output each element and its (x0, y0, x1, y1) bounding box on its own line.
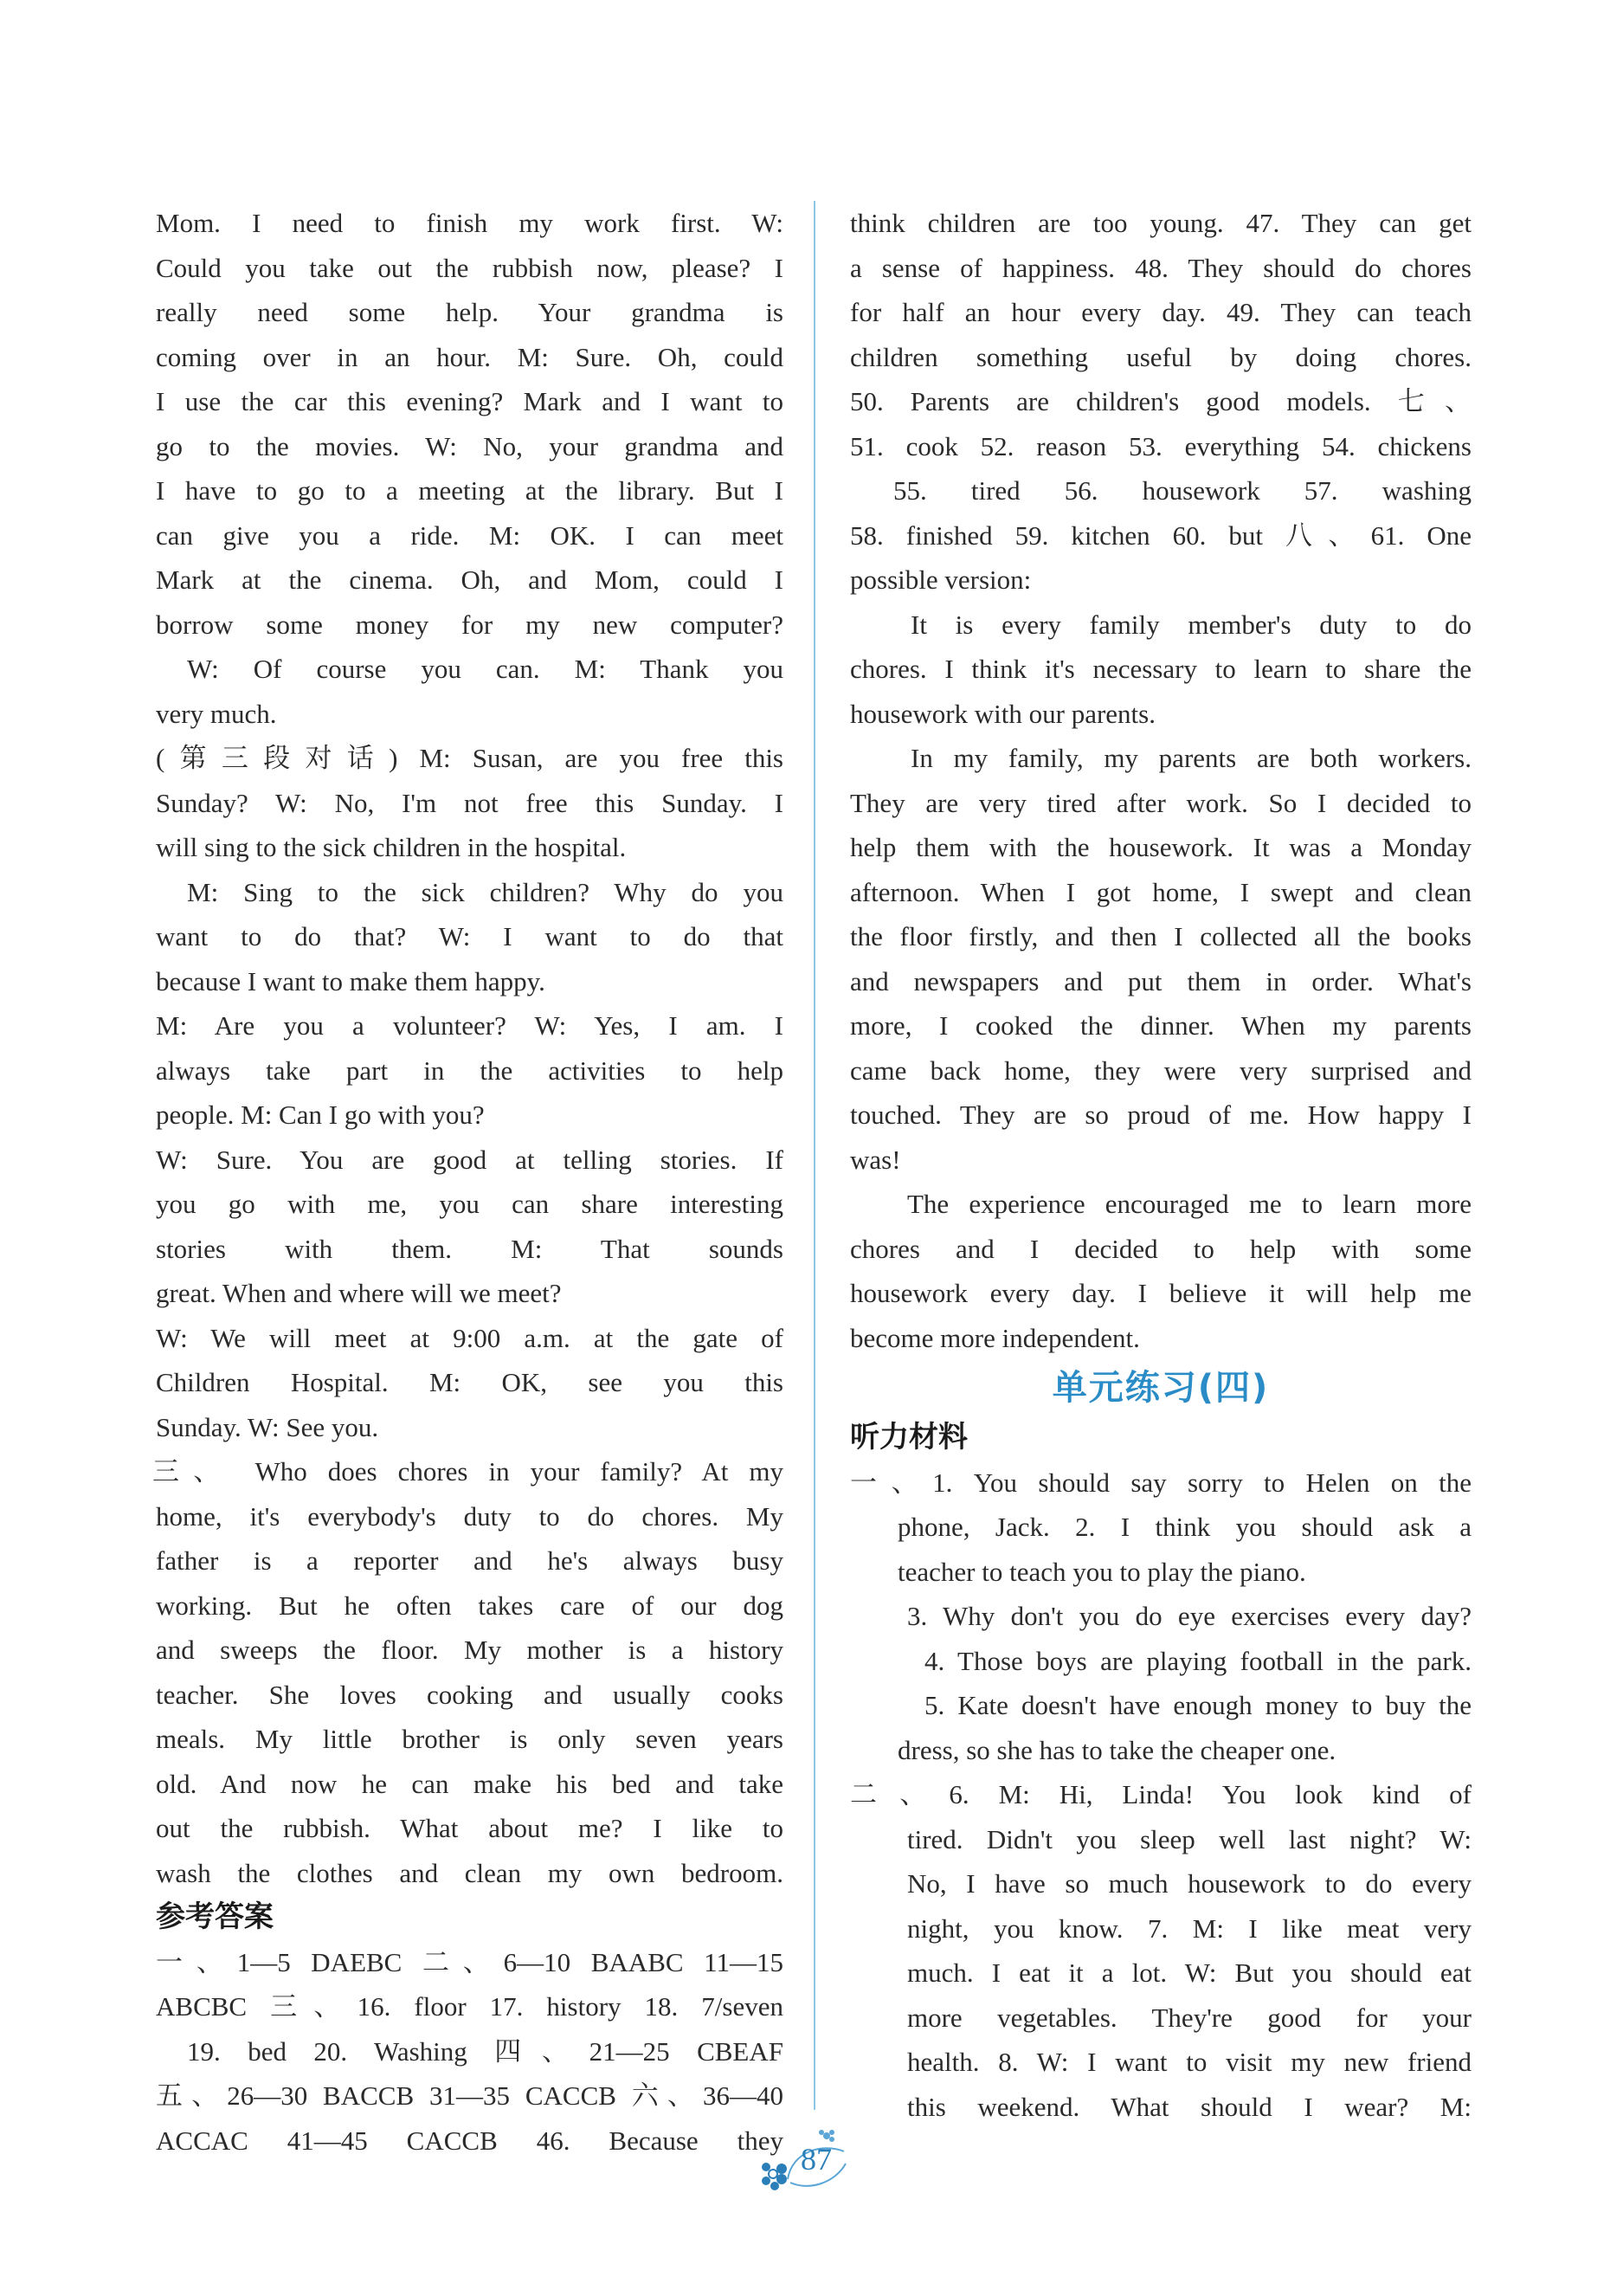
text-line: M: Are you a volunteer? W: Yes, I am. I (156, 1010, 783, 1041)
text-line: will sing to the sick children in the hospital. (156, 832, 627, 862)
text-line: coming over in an hour. M: Sure. Oh, could (156, 341, 783, 372)
text-line: 58. finished 59. kitchen 60. but 八、61. One (850, 519, 1472, 551)
text-line: 51. cook 52. reason 53. everything 54. chickens (850, 430, 1472, 461)
text-line: chores. I think it's necessary to learn to share the (850, 654, 1472, 684)
text-line: want to do that? W: I want to do that (156, 921, 783, 951)
answer-line: 五、26—30 BACCB 31—35 CACCB 六、36—40 (156, 2080, 783, 2111)
text-line: working. But he often takes care of our dog (156, 1590, 783, 1621)
text-line: because I want to make them happy. (156, 965, 545, 996)
text-line: They are very tired after work. So I decided to (850, 787, 1472, 818)
text-line: out the rubbish. What about me? I like to (156, 1813, 783, 1843)
text-line: more, I cooked the dinner. When my parents (850, 1010, 1472, 1041)
listening-line: 二、6. M: Hi, Linda! You look kind of (850, 1779, 1472, 1809)
text-line: great. When and where will we meet? (156, 1278, 562, 1308)
text-line: the floor firstly, and then I collected all the books (850, 921, 1472, 951)
text-line: wash the clothes and clean my own bedroom. (156, 1857, 783, 1888)
text-line: Could you take out the rubbish now, please? I (156, 252, 783, 283)
text-line: I have to go to a meeting at the library. But I (156, 475, 783, 506)
answer-line: ACCAC 41—45 CACCB 46. Because they (156, 2125, 783, 2156)
listening-line: tired. Didn't you sleep well last night? W: (907, 1823, 1472, 1854)
text-line: touched. They are so proud of me. How happy I (850, 1100, 1472, 1130)
text-line: chores and I decided to help with some (850, 1233, 1472, 1264)
page-number: 87 (801, 2142, 832, 2177)
listening-text (850, 1461, 1472, 2130)
text-line: can give you a ride. M: OK. I can meet (156, 519, 783, 551)
text-line: meals. My little brother is only seven years (156, 1724, 783, 1754)
text-line: always take part in the activities to help (156, 1054, 783, 1086)
listening-line: night, you know. 7. M: I like meat very (907, 1912, 1472, 1944)
text-line: W: We will meet at 9:00 a.m. at the gate of (156, 1322, 783, 1353)
text-line: Sunday? W: No, I'm not free this Sunday. I (156, 787, 783, 818)
text-line: help them with the housework. It was a Monday (850, 832, 1472, 862)
column-divider (814, 201, 815, 2110)
answer-line: 一、1—5 DAEBC 二、6—10 BAABC 11—15 (156, 1946, 783, 1977)
text-line: for half an hour every day. 49. They can teach (850, 297, 1472, 327)
listening-line: health. 8. W: I want to visit my new friend (907, 2047, 1472, 2077)
text-line: came back home, they were very surprised and (850, 1054, 1472, 1086)
text-line: Mark at the cinema. Oh, and Mom, could I (156, 564, 783, 595)
listening-heading: 听力材料 (850, 1420, 968, 1454)
answers-continued-text (850, 201, 1472, 1360)
listening-line: phone, Jack. 2. I think you should ask a (898, 1512, 1472, 1542)
page-number-badge (757, 2125, 853, 2195)
text-line: old. And now he can make his bed and take (156, 1768, 783, 1799)
text-line: teacher. She loves cooking and usually cooks (156, 1679, 783, 1710)
text-line: 三、 Who does chores in your family? At my (152, 1456, 783, 1487)
listening-line: 4. Those boys are playing football in the park. (924, 1645, 1472, 1676)
right-column (850, 201, 1472, 2129)
text-line: think children are too young. 47. They can get (850, 208, 1472, 238)
text-line: 55. tired 56. housework 57. washing (893, 475, 1472, 506)
unit-title: 单元练习(四) (1052, 1368, 1270, 1408)
text-line: father is a reporter and he's always busy (156, 1545, 783, 1576)
listening-line: much. I eat it a lot. W: But you should eat (907, 1957, 1472, 1988)
text-line: home, it's everybody's duty to do chores. My (156, 1500, 783, 1532)
text-line: Sunday. W: See you. (156, 1411, 379, 1442)
text-line: W: Sure. You are good at telling stories. If (156, 1144, 783, 1175)
text-line: borrow some money for my new computer? (156, 609, 783, 640)
answer-line: 19. bed 20. Washing 四、21—25 CBEAF (187, 2035, 783, 2067)
text-line: Children Hospital. M: OK, see you this (156, 1367, 783, 1397)
listening-line: this weekend. What should I wear? M: (907, 2091, 1472, 2122)
text-line: stories with them. M: That sounds (156, 1233, 783, 1264)
listening-line: 5. Kate doesn't have enough money to buy the (924, 1690, 1472, 1720)
text-line: W: Of course you can. M: Thank you (187, 654, 783, 684)
answer-line: ABCBC 三、16. floor 17. history 18. 7/seven (156, 1991, 783, 2022)
listening-line: more vegetables. They're good for your (907, 2002, 1472, 2033)
text-line: become more independent. (850, 1322, 1140, 1353)
text-line: possible version: (850, 564, 1032, 595)
text-line: you go with me, you can share interesting (156, 1189, 783, 1219)
text-line: (第三段对话) M: Susan, are you free this (156, 743, 783, 773)
text-line: children something useful by doing chores. (850, 341, 1472, 372)
text-line: The experience encouraged me to learn more (907, 1189, 1472, 1219)
text-line: Mom. I need to finish my work first. W: (156, 208, 783, 238)
text-line: housework with our parents. (850, 698, 1156, 729)
left-column (152, 201, 783, 2163)
text-line: very much. (156, 698, 277, 729)
text-line: go to the movies. W: No, your grandma and (156, 430, 783, 461)
text-line: was! (850, 1144, 901, 1175)
text-line: 50. Parents are children's good models. 七、 (850, 386, 1472, 416)
text-line: housework every day. I believe it will help me (850, 1278, 1472, 1308)
text-line: M: Sing to the sick children? Why do you (187, 876, 783, 907)
text-line: really need some help. Your grandma is (156, 297, 783, 327)
listening-line: No, I have so much housework to do every (907, 1868, 1472, 1899)
answers-text (156, 1940, 783, 2164)
listening-line: teacher to teach you to play the piano. (898, 1556, 1306, 1587)
text-line: I use the car this evening? Mark and I want to (156, 386, 783, 416)
dialogue-text (152, 201, 783, 1895)
text-line: In my family, my parents are both workers. (911, 743, 1472, 773)
text-line: people. M: Can I go with you? (156, 1100, 485, 1130)
text-line: It is every family member's duty to do (911, 609, 1472, 640)
text-line: afternoon. When I got home, I swept and clean (850, 876, 1472, 907)
listening-line: dress, so she has to take the cheaper one. (898, 1734, 1336, 1765)
text-line: and newspapers and put them in order. What's (850, 965, 1472, 996)
text-line: a sense of happiness. 48. They should do chores (850, 252, 1472, 283)
listening-line: 3. Why don't you do eye exercises every day? (907, 1601, 1472, 1631)
answers-heading: 参考答案 (156, 1899, 274, 1934)
listening-line: 一、1. You should say sorry to Helen on the (850, 1467, 1472, 1498)
text-line: and sweeps the floor. My mother is a history (156, 1635, 783, 1665)
